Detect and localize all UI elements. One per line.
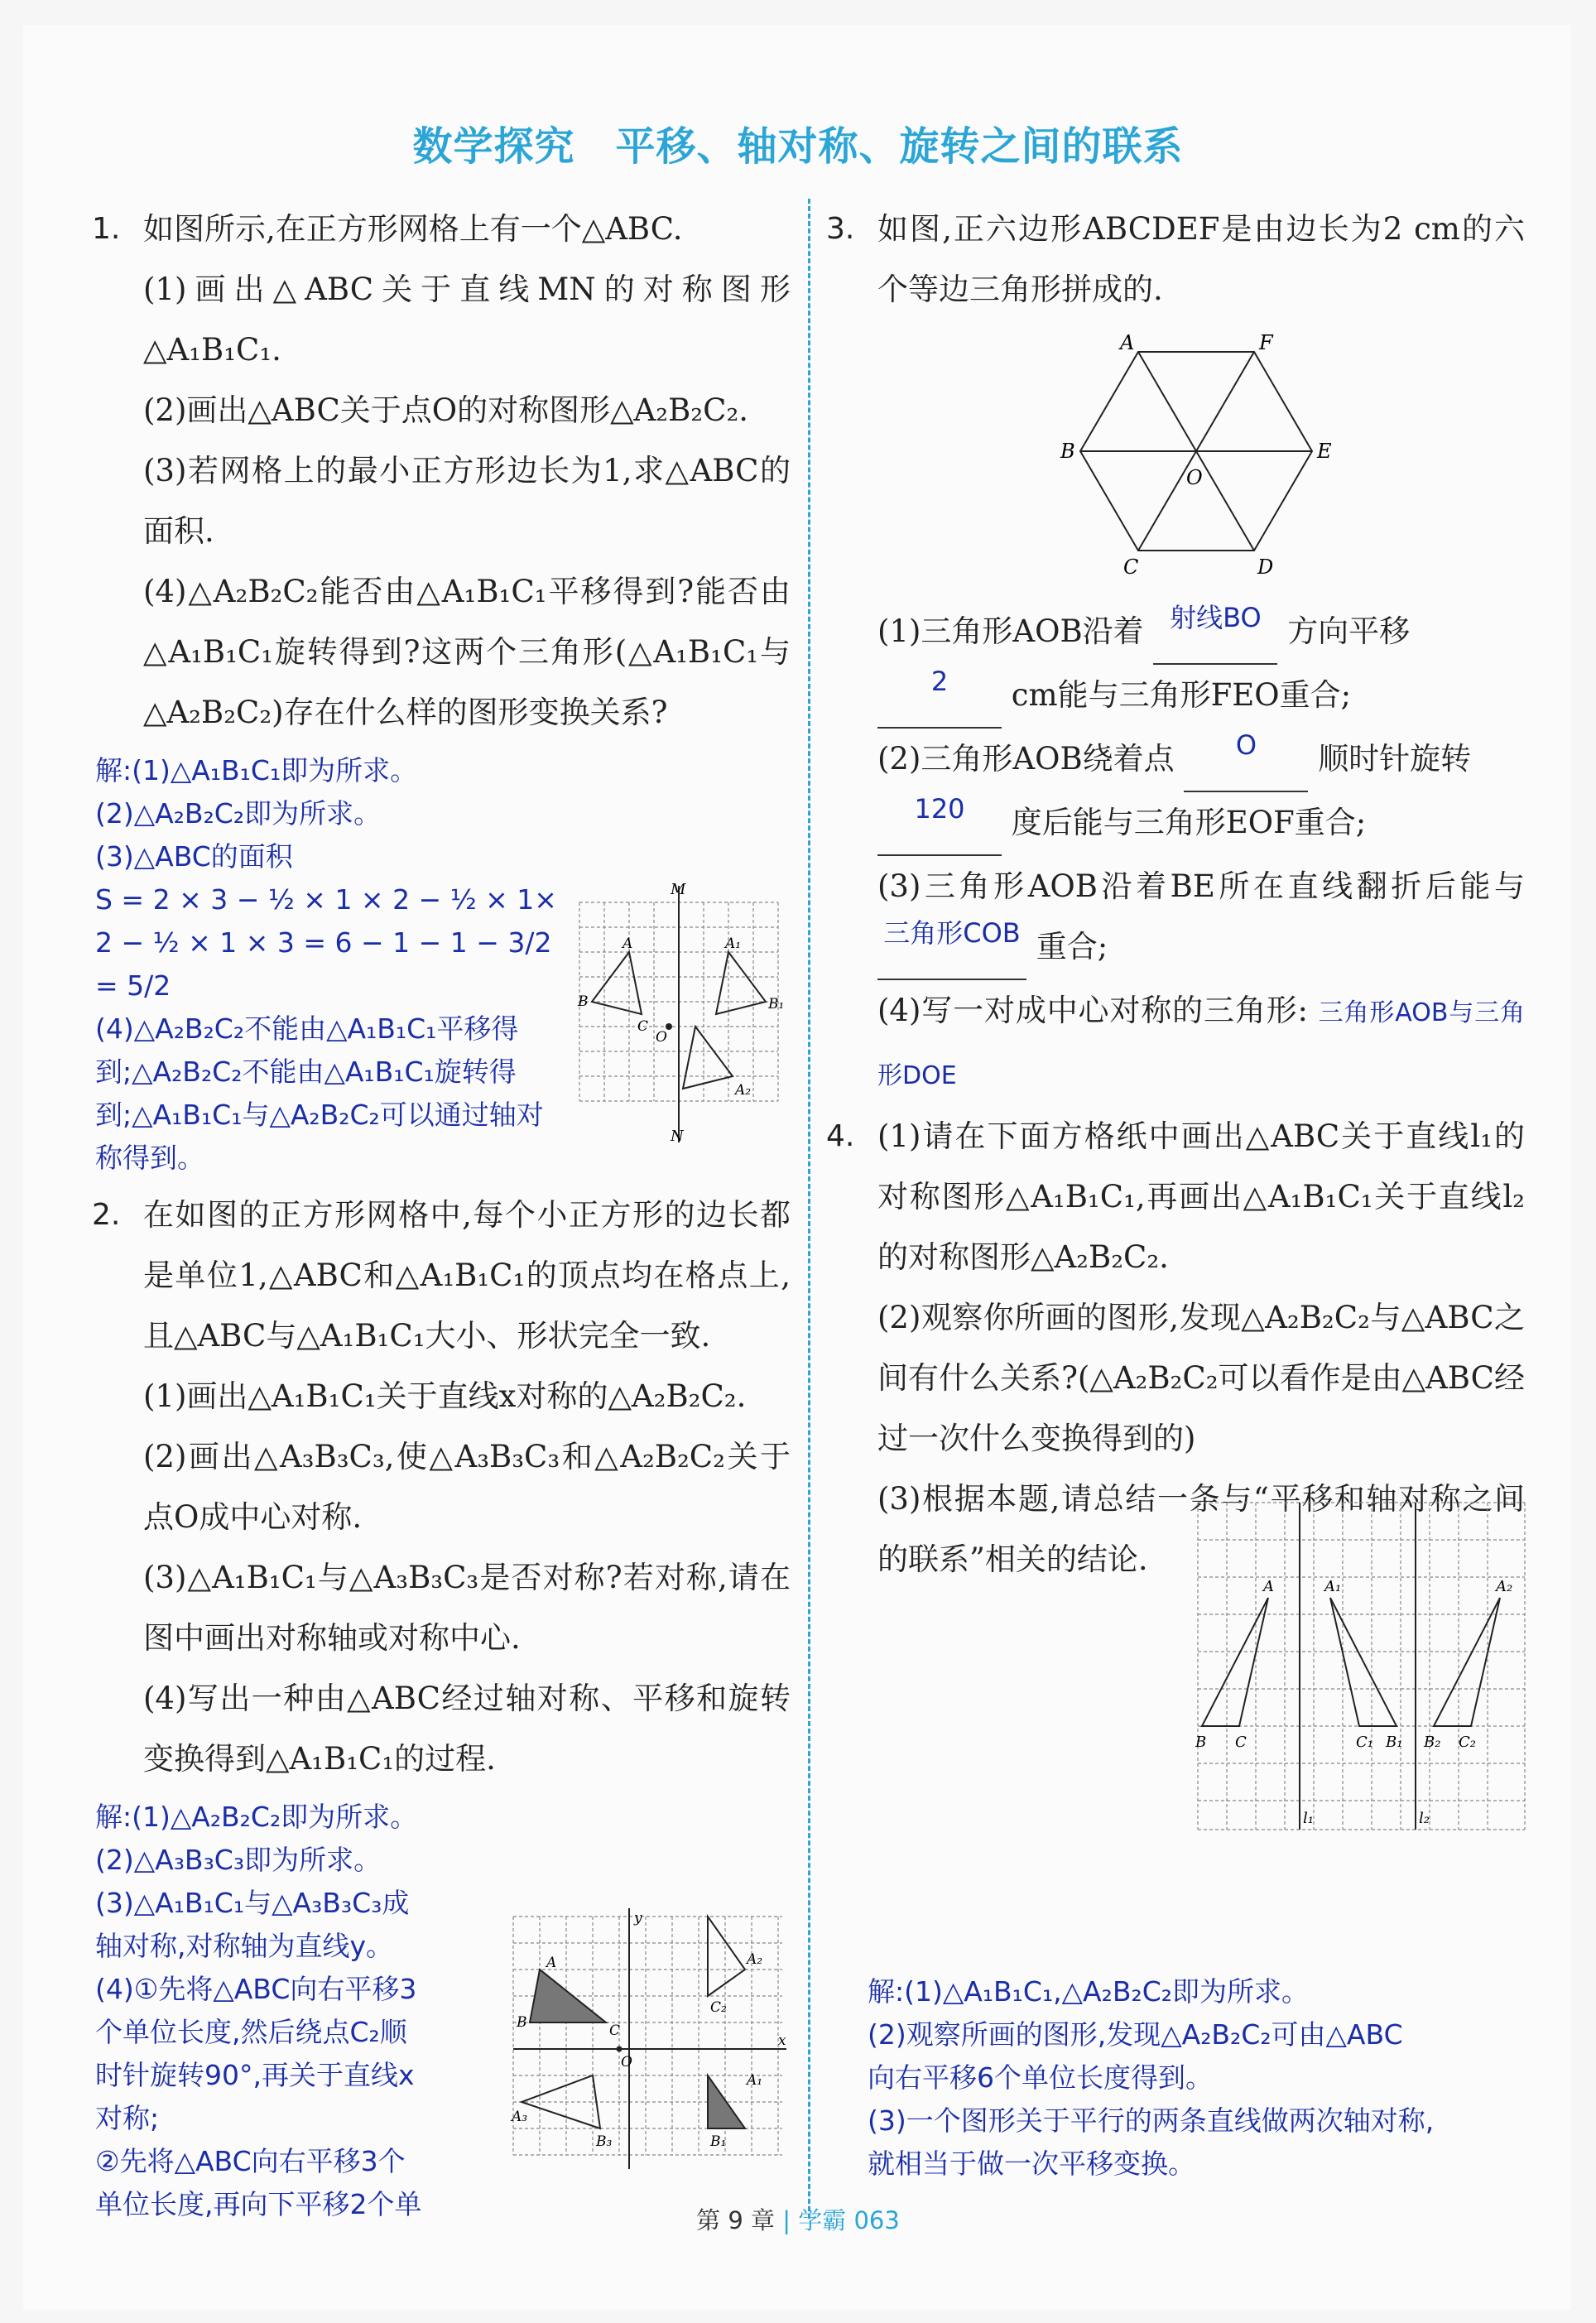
- label-a1: A₁: [1324, 1578, 1342, 1595]
- answer-line: 单位长度,再向下平移2个单: [95, 2188, 422, 2220]
- label-b2: B₂: [1424, 1734, 1441, 1751]
- answer-line: ②先将△ABC向右平移3个: [95, 2145, 406, 2177]
- text: 度后能与三角形EOF重合;: [1011, 805, 1367, 840]
- label-b1: B₁: [1386, 1734, 1403, 1751]
- answer-line: (2)△A₃B₃C₃即为所求。: [95, 1844, 382, 1876]
- label-o: O: [656, 1029, 667, 1046]
- label-m: M: [671, 881, 686, 898]
- label-c2: C₂: [1459, 1734, 1476, 1751]
- triangle-abc: [1202, 1598, 1268, 1726]
- label-a2: A₂: [747, 1951, 763, 1968]
- label-l2: l₂: [1419, 1810, 1430, 1827]
- blank-answer: 三角形AOB与三角形DOE: [877, 998, 1525, 1090]
- origin-point: [617, 2046, 623, 2052]
- column-divider: [808, 199, 810, 2219]
- page-number: 063: [853, 2206, 900, 2234]
- label-c: C: [637, 1018, 649, 1035]
- question-stem: 如图,正六边形ABCDEF是由边长为2 cm的六个等边三角形拼成的.: [877, 211, 1525, 307]
- text: (4)写一对成中心对称的三角形:: [877, 993, 1309, 1028]
- answer-line: 解:(1)△A₂B₂C₂即为所求。: [95, 1801, 418, 1833]
- brand-label: 学霸: [798, 2206, 847, 2234]
- question-part: (1)请在下面方格纸中画出△ABC关于直线l₁的对称图形△A₁B₁C₁,再画出△A₁B₁C₁关于直线l₂的对称图形△A₂B₂C₂.: [877, 1118, 1525, 1275]
- question-2: [92, 1185, 791, 1789]
- answer-blank: [877, 665, 1002, 729]
- label-o: O: [1186, 466, 1203, 489]
- question-part: (2)画出△A₃B₃C₃,使△A₃B₃C₃和△A₂B₂C₂关于点O成中心对称.: [143, 1439, 791, 1535]
- q2-grid-figure: [505, 1904, 791, 2177]
- label-y: y: [634, 1910, 642, 1926]
- question-part: (3)△A₁B₁C₁与△A₃B₃C₃是否对称?若对称,请在图中画出对称轴或对称中心.: [143, 1560, 791, 1656]
- answer-q1: [95, 749, 559, 1180]
- q4-grid-figure: [1194, 1498, 1529, 1834]
- answer-line: (2)观察所画的图形,发现△A₂B₂C₂可由△ABC: [868, 2018, 1403, 2051]
- footer-separator: |: [782, 2206, 791, 2234]
- blank-answer: O: [1235, 729, 1257, 761]
- answer-line: (2)△A₂B₂C₂即为所求。: [95, 797, 382, 830]
- page-footer: [0, 2202, 1596, 2236]
- question-part: (3)若网格上的最小正方形边长为1,求△ABC的面积.: [143, 453, 791, 549]
- question-3: [826, 199, 1525, 320]
- answer-line: (3)一个图形关于平行的两条直线做两次轴对称,: [868, 2104, 1435, 2137]
- q3-part-1: [877, 601, 1525, 729]
- question-part: (2)画出△ABC关于点O的对称图形△A₂B₂C₂.: [143, 392, 749, 428]
- answer-line: S = 2 × 3 − ½ × 1 × 2 − ½ × 1×: [95, 883, 557, 916]
- question-number: 2.: [92, 1198, 121, 1232]
- answer-line: 对称;: [95, 2102, 160, 2134]
- label-n: N: [671, 1128, 684, 1145]
- q3-part-4: [877, 980, 1525, 1106]
- answer-line: 时针旋转90°,再关于直线x: [95, 2059, 415, 2091]
- page-title: 数学探究 平移、轴对称、旋转之间的联系: [412, 123, 1184, 170]
- text: (1)三角形AOB沿着: [877, 613, 1144, 649]
- label-a: A: [1263, 1578, 1274, 1595]
- question-1: [92, 199, 791, 743]
- question-part: (2)观察你所画的图形,发现△A₂B₂C₂与△ABC之间有什么关系?(△A₂B₂C₂可以看作是由△ABC经过一次什么变换得到的): [877, 1300, 1525, 1456]
- label-b: B: [1060, 440, 1075, 463]
- triangle-a2b2c2: [683, 1027, 733, 1089]
- question-part: (4)△A₂B₂C₂能否由△A₁B₁C₁平移得到?能否由△A₁B₁C₁旋转得到?这两个三角形(△A₁B₁C₁与△A₂B₂C₂)存在什么样的图形变换关系?: [143, 574, 791, 730]
- q3-part-2: [877, 729, 1525, 856]
- question-number: 4.: [826, 1119, 855, 1153]
- chapter-label: 第 9 章: [696, 2206, 776, 2234]
- blank-answer: 三角形COB: [883, 917, 1021, 949]
- question-number: 1.: [92, 212, 121, 246]
- answer-line: 就相当于做一次平移变换。: [868, 2147, 1195, 2180]
- answer-line: (4)①先将△ABC向右平移3: [95, 1973, 417, 2005]
- answer-blank: [877, 916, 1026, 980]
- label-a: A: [1120, 331, 1135, 354]
- label-a: A: [546, 1955, 557, 1971]
- triangle-a1b1c1: [716, 952, 766, 1014]
- hexagon-figure: [1055, 327, 1345, 584]
- question-part: (4)写出一种由△ABC经过轴对称、平移和旋转变换得到△A₁B₁C₁的过程.: [143, 1681, 791, 1777]
- answer-line: (3)△ABC的面积: [95, 840, 293, 873]
- answer-blank: [1184, 729, 1308, 792]
- label-a: A: [623, 935, 633, 952]
- answer-line: (4)△A₂B₂C₂不能由△A₁B₁C₁平移得到;△A₂B₂C₂不能由△A₁B₁C₁旋转得到;△A₁B₁C₁与△A₂B₂C₂可以通过轴对称得到。: [95, 1012, 544, 1174]
- text: cm能与三角形FEO重合;: [1011, 677, 1352, 713]
- triangle-abc: [592, 952, 642, 1014]
- label-b3: B₃: [596, 2133, 613, 2150]
- label-b: B: [578, 993, 589, 1010]
- answer-line: = 5/2: [95, 969, 171, 1002]
- label-c: C: [609, 2022, 621, 2039]
- question-part: (1)画出△ABC关于直线MN的对称图形△A₁B₁C₁.: [143, 272, 791, 368]
- triangle-a1b1c1: [1330, 1598, 1396, 1726]
- label-a1: A₁: [725, 935, 742, 952]
- label-c1: C₁: [1356, 1734, 1373, 1751]
- label-e: E: [1317, 440, 1332, 463]
- text: 顺时针旋转: [1318, 741, 1472, 777]
- blank-answer: 射线BO: [1170, 602, 1262, 633]
- blank-answer: 120: [914, 793, 965, 825]
- q3-part-3: [877, 856, 1525, 980]
- label-d: D: [1257, 556, 1274, 579]
- text: 方向平移: [1287, 613, 1411, 649]
- triangle-a2b2c2: [708, 1917, 745, 1996]
- answer-line: 向右平移6个单位长度得到。: [868, 2061, 1213, 2094]
- text: (2)三角形AOB绕着点: [877, 741, 1175, 777]
- label-c: C: [1235, 1734, 1247, 1751]
- label-b1: B₁: [710, 2133, 727, 2150]
- question-number: 3.: [826, 212, 855, 246]
- label-l1: l₁: [1303, 1810, 1314, 1827]
- label-a2: A₂: [1496, 1578, 1513, 1595]
- answer-line: 解:(1)△A₁B₁C₁即为所求。: [95, 754, 418, 786]
- answer-line: 2 − ½ × 1 × 3 = 6 − 1 − 1 − 3/2: [95, 926, 552, 959]
- answer-line: 个单位长度,然后绕点C₂顺: [95, 2016, 407, 2048]
- text: (3)三角形AOB沿着BE所在直线翻折后能与: [877, 868, 1525, 904]
- label-a3: A₃: [512, 2109, 528, 2125]
- answer-line: 解:(1)△A₁B₁C₁,△A₂B₂C₂即为所求。: [868, 1975, 1309, 2008]
- label-b: B: [517, 2014, 527, 2031]
- question-stem: 在如图的正方形网格中,每个小正方形的边长都是单位1,△ABC和△A₁B₁C₁的顶点均在格点上,且△ABC与△A₁B₁C₁大小、形状完全一致.: [143, 1197, 791, 1354]
- question-part: (3)根据本题,请总结一条与“平移和轴对称之间的联系”相关的结论.: [877, 1481, 1525, 1577]
- blank-answer: 2: [930, 666, 949, 697]
- answer-q2: [95, 1796, 484, 2226]
- answer-q4: [868, 1970, 1525, 2186]
- label-x: x: [778, 2032, 786, 2049]
- answer-line: (3)△A₁B₁C₁与△A₃B₃C₃成: [95, 1887, 410, 1919]
- label-b: B: [1195, 1734, 1207, 1751]
- label-a2: A₂: [735, 1082, 752, 1099]
- label-b1: B₁: [768, 996, 785, 1012]
- label-c2: C₂: [710, 1999, 727, 2016]
- answer-blank: [1153, 601, 1277, 665]
- question-part: (1)画出△A₁B₁C₁关于直线x对称的△A₂B₂C₂.: [143, 1378, 747, 1414]
- label-c: C: [1123, 556, 1139, 579]
- text: 重合;: [1036, 929, 1108, 964]
- triangle-a2b2c2: [1434, 1598, 1500, 1726]
- answer-blank: [877, 792, 1002, 856]
- q1-grid-figure: [571, 878, 786, 1151]
- question-stem: 如图所示,在正方形网格上有一个△ABC.: [143, 211, 683, 247]
- label-o: O: [621, 2054, 632, 2070]
- label-f: F: [1259, 331, 1273, 354]
- label-a1: A₁: [747, 2072, 763, 2089]
- answer-line: 轴对称,对称轴为直线y。: [95, 1930, 394, 1962]
